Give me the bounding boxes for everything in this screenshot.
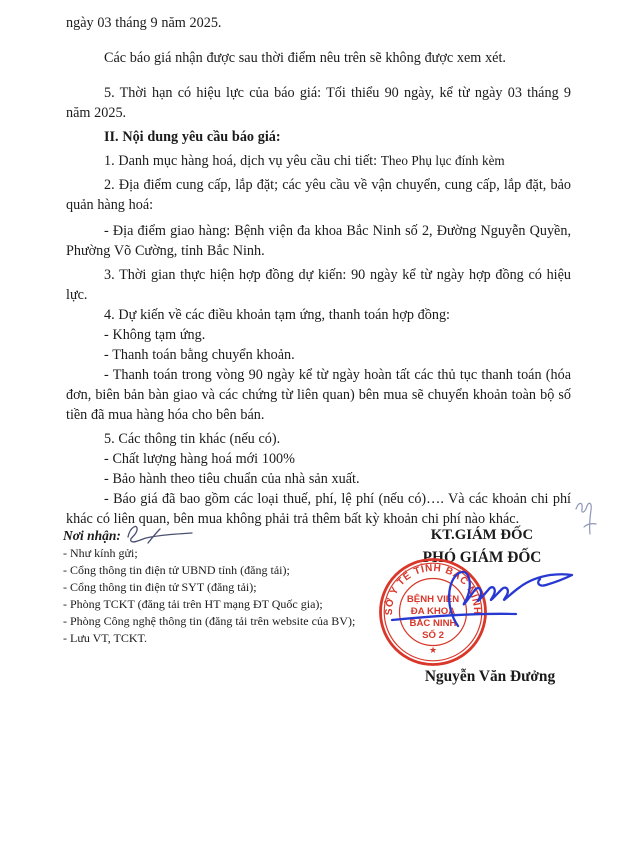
paragraph-payment-terms: - Thanh toán trong vòng 90 ngày kể từ ngày hoàn tất các thủ tục thanh toán (hóa đơn, biên bản bàn giao và các chứng từ liên quan) bên mua sẽ chuyển khoản toàn bộ số tiền đã mua hàng hóa cho bên bán. xyxy=(66,367,571,423)
paragraph-delivery-address: - Địa điểm giao hàng: Bệnh viện đa khoa Bắc Ninh số 2, Đường Nguyễn Quyền, Phường Võ Cường, tỉnh Bắc Ninh. xyxy=(66,223,571,259)
section-heading-II: II. Nội dung yêu cầu báo giá: xyxy=(104,129,281,145)
paraph-right-stroke xyxy=(576,503,596,534)
paragraph-item-2: 2. Địa điểm cung cấp, lắp đặt; các yêu cầu về vận chuyển, cung cấp, lắp đặt, bảo quản hàng hoá: xyxy=(66,177,571,213)
stamp-ring-text: SỞ Y TẾ TỈNH BẮC NINH xyxy=(383,562,483,616)
paragraph-bank-transfer: - Thanh toán bằng chuyển khoản. xyxy=(104,347,295,363)
paragraph-warranty: - Bảo hành theo tiêu chuẩn của nhà sản xuất. xyxy=(104,471,360,487)
paragraph-item-5: 5. Các thông tin khác (nếu có). xyxy=(104,431,281,447)
paragraph-item-1 xyxy=(66,151,571,171)
paraph-left-stroke xyxy=(128,526,192,543)
signer-name: Nguyễn Văn Đưởng xyxy=(424,668,556,685)
paragraph-validity-period: 5. Thời hạn có hiệu lực của báo giá: Tối thiểu 90 ngày, kể từ ngày 03 tháng 9 năm 2025. xyxy=(66,85,571,121)
signer-subtitle: PHÓ GIÁM ĐỐC xyxy=(422,549,542,566)
paragraph-price-includes: - Báo giá đã bao gồm các loại thuế, phí, lệ phí (nếu có)…. Và các khoản chi phí khác có liên quan, bên mua không phải trả thêm bất kỳ khoản chi phí nào khác. xyxy=(66,491,571,527)
item-1-value: Theo Phụ lục đính kèm xyxy=(380,153,505,168)
paragraph-quality: - Chất lượng hàng hoá mới 100% xyxy=(104,451,295,467)
paragraph-no-advance: - Không tạm ứng. xyxy=(104,327,206,343)
handwritten-signature xyxy=(388,562,580,634)
recipient-item: - Phòng Công nghệ thông tin (đăng tải trên website của BV); xyxy=(63,614,356,628)
handwritten-paraph-right xyxy=(572,497,600,541)
paragraph-date-continuation: ngày 03 tháng 9 năm 2025. xyxy=(66,15,222,31)
recipient-item: - Cổng thông tin điện tử SYT (đăng tải); xyxy=(63,580,257,594)
paragraph-item-4: 4. Dự kiến về các điều khoản tạm ứng, thanh toán hợp đồng: xyxy=(104,307,450,323)
signer-title: KT.GIÁM ĐỐC xyxy=(430,527,534,543)
signature-flourish-stroke xyxy=(449,572,572,626)
recipient-item: - Cổng thông tin điện tử UBND tỉnh (đăng tải); xyxy=(63,563,290,577)
recipients-label: Nơi nhận: xyxy=(63,528,121,543)
stamp-center-line-4: SỐ 2 xyxy=(422,630,444,641)
paragraph-quote-deadline-note: Các báo giá nhận được sau thời điểm nêu trên sẽ không được xem xét. xyxy=(104,50,506,66)
handwritten-paraph-left xyxy=(118,521,198,551)
recipient-item: - Lưu VT, TCKT. xyxy=(63,631,147,645)
recipients-block xyxy=(63,527,398,647)
stamp-star-icon: ★ xyxy=(428,645,438,655)
stamp-center-line-2: ĐA KHOA xyxy=(410,606,456,617)
stamp-center-line-3: BẮC NINH xyxy=(409,618,457,629)
paragraph-item-3: 3. Thời gian thực hiện hợp đồng dự kiến: 90 ngày kể từ ngày hợp đồng có hiệu lực. xyxy=(66,267,571,303)
stamp-center-line-1: BỆNH VIỆN xyxy=(406,594,460,605)
recipient-item: - Phòng TCKT (đăng tải trên HT mạng ĐT Quốc gia); xyxy=(63,597,323,611)
recipient-item: - Như kính gửi; xyxy=(63,546,138,560)
item-1-label: 1. Danh mục hàng hoá, dịch vụ yêu cầu chi tiết: xyxy=(104,153,381,169)
document-body xyxy=(66,13,571,529)
